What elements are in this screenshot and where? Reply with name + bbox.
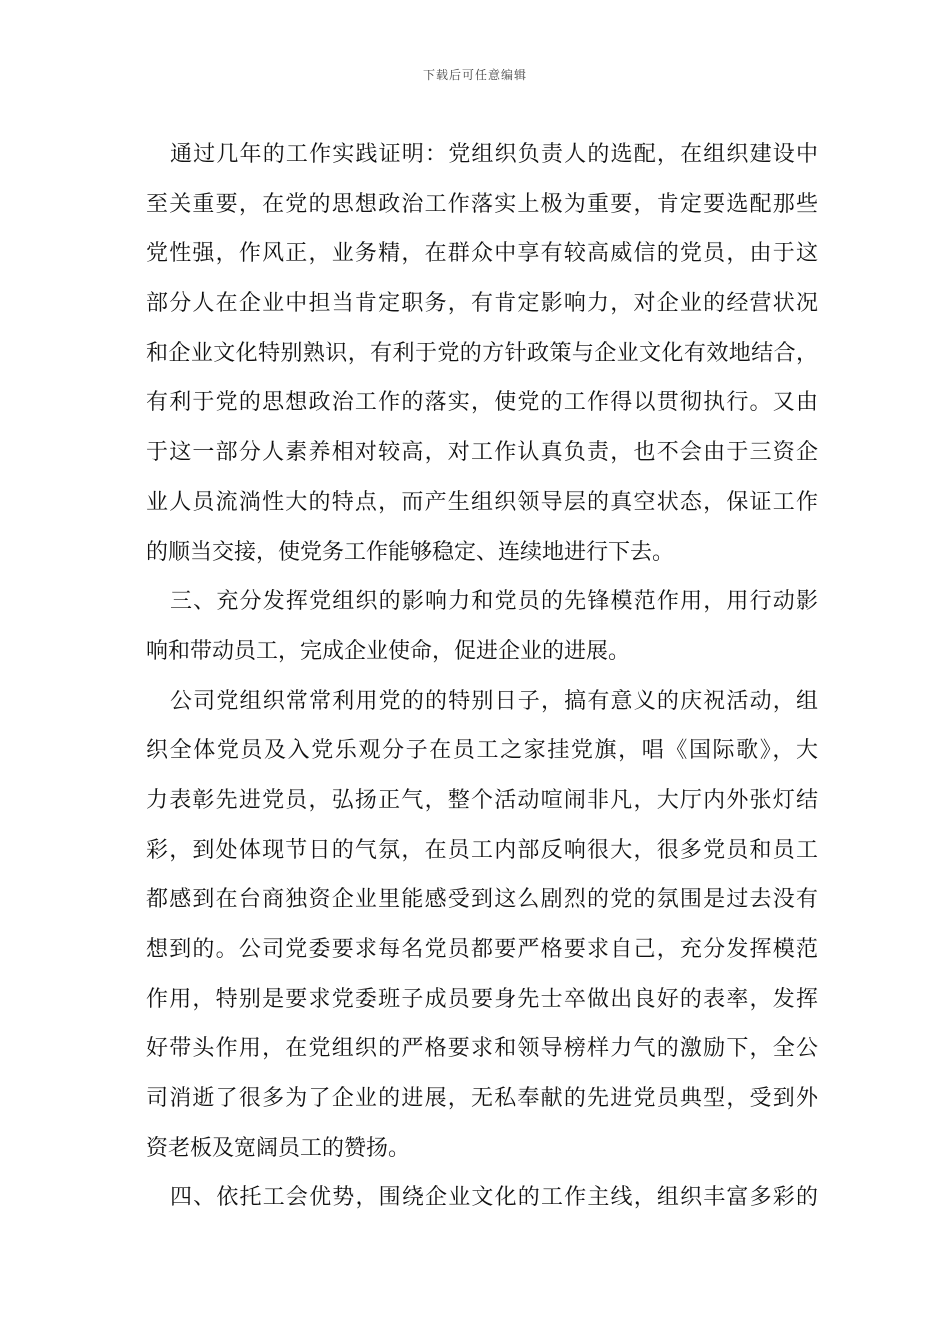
text-line: 都感到在台商独资企业里能感受到这么剧烈的党的氛围是过去没有 — [146, 887, 818, 913]
text-line: 作用，特别是要求党委班子成员要身先士卒做出良好的表率，发挥 — [146, 986, 818, 1012]
header-note: 下载后可任意编辑 — [422, 68, 527, 82]
text-line: 和企业文化特别熟识，有利于党的方针政策与企业文化有效地结合， — [146, 340, 818, 366]
text-line: 的顺当交接，使党务工作能够稳定、连续地进行下去。 — [146, 539, 675, 565]
text-line: 部分人在企业中担当肯定职务，有肯定影响力，对企业的经营状况 — [146, 291, 818, 317]
text-line: 业人员流淌性大的特点，而产生组织领导层的真空状态，保证工作 — [146, 489, 818, 515]
text-line: 彩，到处体现节日的气氛，在员工内部反响很大，很多党员和员工 — [146, 837, 818, 863]
text-line: 有利于党的思想政治工作的落实，使党的工作得以贯彻执行。又由 — [146, 390, 818, 416]
body-text — [146, 130, 818, 1223]
section-heading-line: 三、充分发挥党组织的影响力和党员的先锋模范作用，用行动影 — [170, 589, 818, 615]
section-heading-line: 四、依托工会优势，围绕企业文化的工作主线，组织丰富多彩的 — [170, 1185, 818, 1211]
text-line: 想到的。公司党委要求每名党员都要严格要求自己，充分发挥模范 — [146, 937, 818, 962]
text-line: 于这一部分人素养相对较高，对工作认真负责，也不会由于三资企 — [146, 440, 818, 466]
text-line: 党性强，作风正，业务精，在群众中享有较高威信的党员，由于这 — [146, 241, 818, 267]
text-line: 力表彰先进党员，弘扬正气，整个活动喧闹非凡，大厅内外张灯结 — [146, 787, 818, 813]
text-line: 资老板及宽阔员工的赞扬。 — [146, 1135, 411, 1161]
text-line: 好带头作用，在党组织的严格要求和领导榜样力气的激励下，全公 — [146, 1036, 818, 1062]
text-line: 通过几年的工作实践证明：党组织负责人的选配，在组织建设中 — [170, 142, 818, 167]
text-line: 织全体党员及入党乐观分子在员工之家挂党旗，唱《国际歌》，大 — [146, 738, 818, 764]
text-line: 司消逝了很多为了企业的进展，无私奉献的先进党员典型，受到外 — [146, 1086, 818, 1112]
text-line: 至关重要，在党的思想政治工作落实上极为重要，肯定要选配那些 — [146, 191, 818, 217]
section-heading-line: 响和带动员工，完成企业使命，促进企业的进展。 — [146, 638, 631, 664]
text-line: 公司党组织常常利用党的的特别日子，搞有意义的庆祝活动，组 — [170, 688, 818, 714]
